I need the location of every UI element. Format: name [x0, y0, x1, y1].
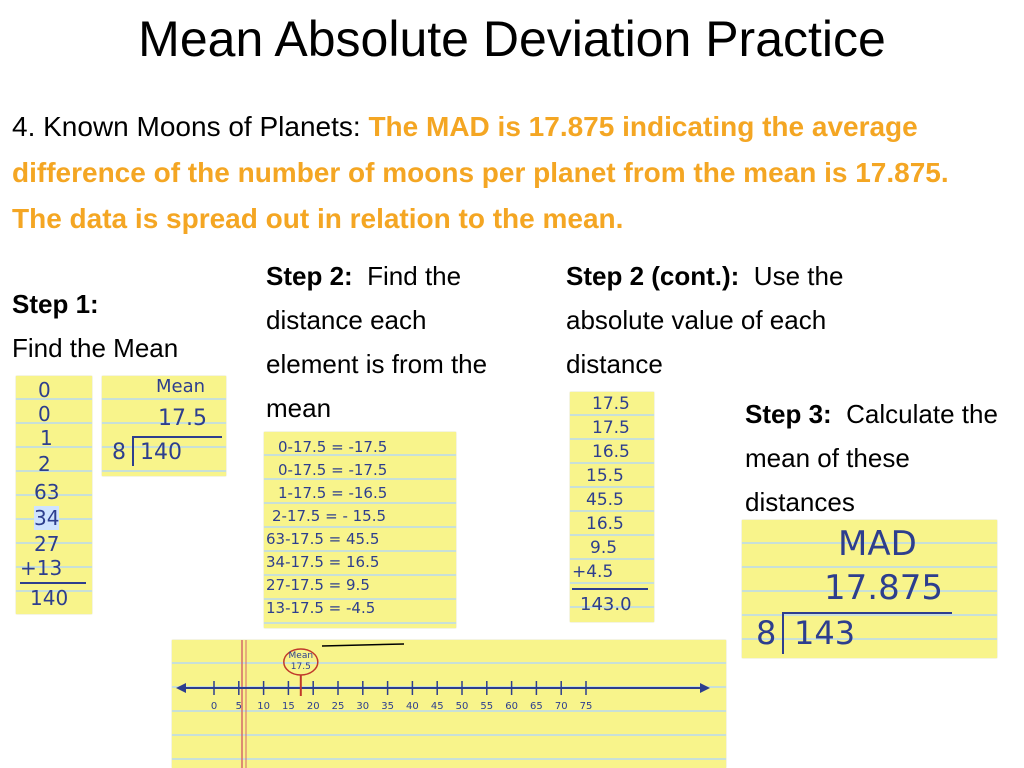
step2b-heading	[566, 254, 896, 386]
data-value: 0	[38, 402, 51, 426]
step2b-text: Use the absolute value of each distance	[566, 261, 844, 379]
abs-value: +4.5	[572, 562, 614, 582]
tick-label: 25	[331, 701, 345, 712]
mad-value: 17.875	[824, 568, 943, 608]
step3-head: Step 3:	[745, 399, 832, 429]
tick-label: 55	[480, 701, 494, 712]
number-line-mean-label: Mean	[288, 651, 314, 661]
abs-sum: 143.0	[580, 594, 632, 615]
dividend: 143	[794, 614, 856, 652]
problem-answer: The MAD is 17.875 indicating the average difference of the number of moons per planet from the mean is 17.875. The data is spread out in relation to the mean.	[12, 111, 949, 234]
sum-rule	[20, 582, 86, 584]
abs-value: 9.5	[590, 538, 618, 558]
step1-data-paper	[16, 376, 92, 614]
page-title: Mean Absolute Deviation Practice	[138, 11, 886, 67]
pen-stroke	[322, 644, 404, 646]
division-bracket	[782, 612, 784, 654]
tick-label: 0	[210, 701, 218, 712]
distance-row: 13-17.5 = -4.5	[266, 599, 376, 617]
tick-group	[211, 681, 593, 712]
data-value: 2	[38, 452, 51, 476]
divisor: 8	[756, 614, 777, 652]
data-value: 1	[40, 426, 53, 450]
data-value: 27	[34, 532, 60, 556]
distance-row: 1-17.5 = -16.5	[278, 484, 388, 502]
left-arrow-icon	[176, 683, 186, 693]
tick-label: 60	[505, 701, 518, 712]
step3-mad-paper	[742, 520, 997, 658]
abs-value: 17.5	[592, 418, 630, 438]
step3-heading	[745, 392, 1015, 524]
distance-row: 63-17.5 = 45.5	[266, 530, 380, 548]
division-bracket	[132, 436, 134, 466]
tick-label: 10	[257, 701, 270, 712]
problem-label: 4. Known Moons of Planets:	[12, 111, 369, 142]
data-sum: 140	[30, 586, 69, 610]
distance-row: 0-17.5 = -17.5	[278, 438, 388, 456]
right-arrow-icon	[700, 683, 710, 693]
tick-label: 30	[356, 701, 370, 712]
abs-value: 15.5	[586, 466, 624, 486]
mean-value: 17.5	[158, 406, 207, 431]
step1-text: Find the Mean	[12, 333, 179, 363]
tick-label: 75	[579, 701, 593, 712]
step1-heading	[12, 282, 232, 370]
step2-text: Find the distance each element is from the mean	[266, 261, 488, 423]
number-line-paper	[172, 640, 726, 768]
abs-value: 45.5	[586, 490, 624, 510]
data-value: 63	[34, 480, 60, 504]
step1-mean-paper	[102, 376, 226, 476]
sum-rule	[572, 588, 648, 590]
tick-label: 70	[554, 701, 568, 712]
number-line-mean-value: 17.5	[290, 662, 311, 672]
tick-label: 65	[530, 701, 543, 712]
tick-label: 35	[381, 701, 394, 712]
abs-value: 17.5	[592, 394, 630, 414]
number-line	[172, 640, 726, 768]
tick-label: 5	[235, 701, 242, 712]
tick-label: 15	[282, 701, 295, 712]
tick-label: 45	[430, 701, 444, 712]
step2-head: Step 2:	[266, 261, 353, 291]
divisor: 8	[112, 440, 126, 465]
step2b-head: Step 2 (cont.):	[566, 261, 740, 291]
step2-distance-paper	[264, 432, 456, 628]
tick-label: 20	[306, 701, 320, 712]
abs-value: 16.5	[586, 514, 624, 534]
step2b-absolute-paper	[570, 392, 654, 622]
step2-heading	[266, 254, 526, 430]
data-value: 0	[38, 378, 51, 402]
division-bar	[132, 436, 222, 438]
distance-row: 2-17.5 = - 15.5	[272, 507, 387, 525]
tick-label: 40	[406, 701, 419, 712]
data-value: 34	[34, 506, 60, 530]
tick-label: 50	[455, 701, 469, 712]
mad-label: MAD	[838, 524, 917, 564]
distance-row: 0-17.5 = -17.5	[278, 461, 388, 479]
distance-row: 34-17.5 = 16.5	[266, 553, 380, 571]
mean-label: Mean	[156, 376, 206, 397]
problem-statement	[12, 104, 1002, 242]
step3-text: Calculate the mean of these distances	[745, 399, 998, 517]
data-value: +13	[20, 556, 63, 580]
distance-row: 27-17.5 = 9.5	[266, 576, 370, 594]
abs-value: 16.5	[592, 442, 630, 462]
dividend: 140	[140, 440, 182, 465]
step1-head: Step 1:	[12, 289, 99, 319]
